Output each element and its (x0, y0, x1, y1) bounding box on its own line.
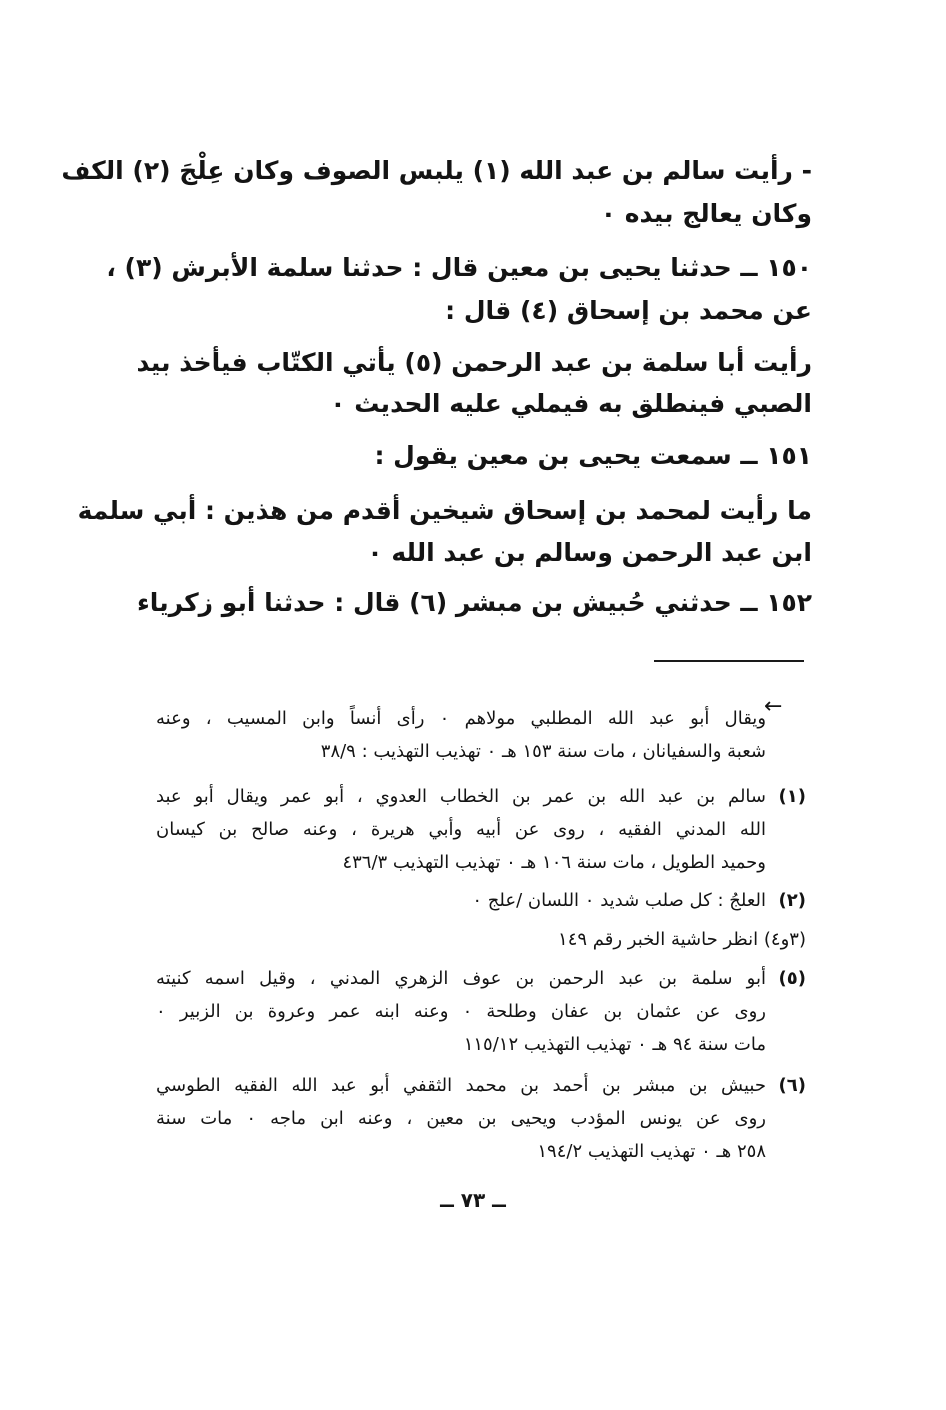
footnote-1-line: سالم بن عبد الله بن عمر بن الخطاب العدوي ، أبو عمر ويقال أبو عبد (156, 786, 766, 807)
main-text-line: ابن عبد الرحمن وسالم بن عبد الله ٠ (367, 538, 812, 567)
main-text-line: رأيت أبا سلمة بن عبد الرحمن (٥) يأتي الكتّاب فيأخذ بيد (136, 348, 812, 377)
footnote-number: (٦) (778, 1075, 806, 1096)
footnote-2-line: العلجُ : كل صلب شديد ٠ اللسان /علج ٠ (472, 890, 766, 911)
main-text-line: عن محمد بن إسحاق (٤) قال : (445, 296, 812, 325)
footnote-number: (٥) (778, 968, 806, 989)
hadith-150-heading: ١٥٠ ــ حدثنا يحيى بن معين قال : حدثنا سلمة الأبرش (٣) ، (106, 253, 812, 282)
footnote-6-line: ٢٥٨ هـ ٠ تهذيب التهذيب ١٩٤/٢ (537, 1141, 766, 1162)
main-text-line: الصبي فينطلق به فيملي عليه الحديث ٠ (330, 389, 812, 418)
page-number: ــ ٧٣ ــ (440, 1188, 506, 1212)
footnote-5-line: روى عن عثمان بن عفان وطلحة ٠ وعنه ابنه عمر وعروة بن الزبير ٠ (156, 1001, 766, 1022)
footnote-5-line: مات سنة ٩٤ هـ ٠ تهذيب التهذيب ١١٥/١٢ (463, 1034, 766, 1055)
footnote-number: (٢) (778, 890, 806, 911)
footnote-1-line: الله المدني الفقيه ، روى عن أبيه وأبي هريرة ، وعنه صالح بن كيسان (156, 819, 766, 840)
continuation-arrow-icon: ← (764, 694, 783, 719)
footnote-6-line: روى عن يونس المؤدب ويحيى بن معين ، وعنه ابن ماجه ٠ مات سنة (156, 1108, 766, 1129)
footnote-6-line: حبيش بن مبشر بن أحمد بن محمد الثقفي أبو عبد الله الفقيه الطوسي (156, 1075, 766, 1096)
main-text-line: - رأيت سالم بن عبد الله (١) يلبس الصوف وكان عِلْجَ (٢) الكف (61, 156, 812, 185)
hadith-151-heading: ١٥١ ــ سمعت يحيى بن معين يقول : (374, 441, 812, 470)
main-text-line: ما رأيت لمحمد بن إسحاق شيخين أقدم من هذين : أبي سلمة (77, 496, 812, 525)
footnote-number: (١) (778, 786, 806, 807)
main-text-line: وكان يعالج بيده ٠ (600, 199, 812, 228)
footnote-continuation-line: شعبة والسفيانان ، مات سنة ١٥٣ هـ ٠ تهذيب التهذيب : ٣٨/٩ (320, 741, 766, 762)
hadith-152-heading: ١٥٢ ــ حدثني حُبيش بن مبشر (٦) قال : حدثنا أبو زكرياء (137, 588, 812, 617)
footnote-5-line: أبو سلمة بن عبد الرحمن بن عوف الزهري المدني ، وقيل اسمه كنيته (156, 968, 766, 989)
footnote-3-4-line: (٣و٤) انظر حاشية الخبر رقم ١٤٩ (558, 929, 806, 950)
footnote-divider (654, 660, 804, 662)
footnote-1-line: وحميد الطويل ، مات سنة ١٠٦ هـ ٠ تهذيب التهذيب ٤٣٦/٣ (342, 852, 766, 873)
footnote-continuation-line: ويقال أبو عبد الله المطلبي مولاهم ٠ رأى أنساً وابن المسيب ، وعنه (156, 708, 767, 729)
